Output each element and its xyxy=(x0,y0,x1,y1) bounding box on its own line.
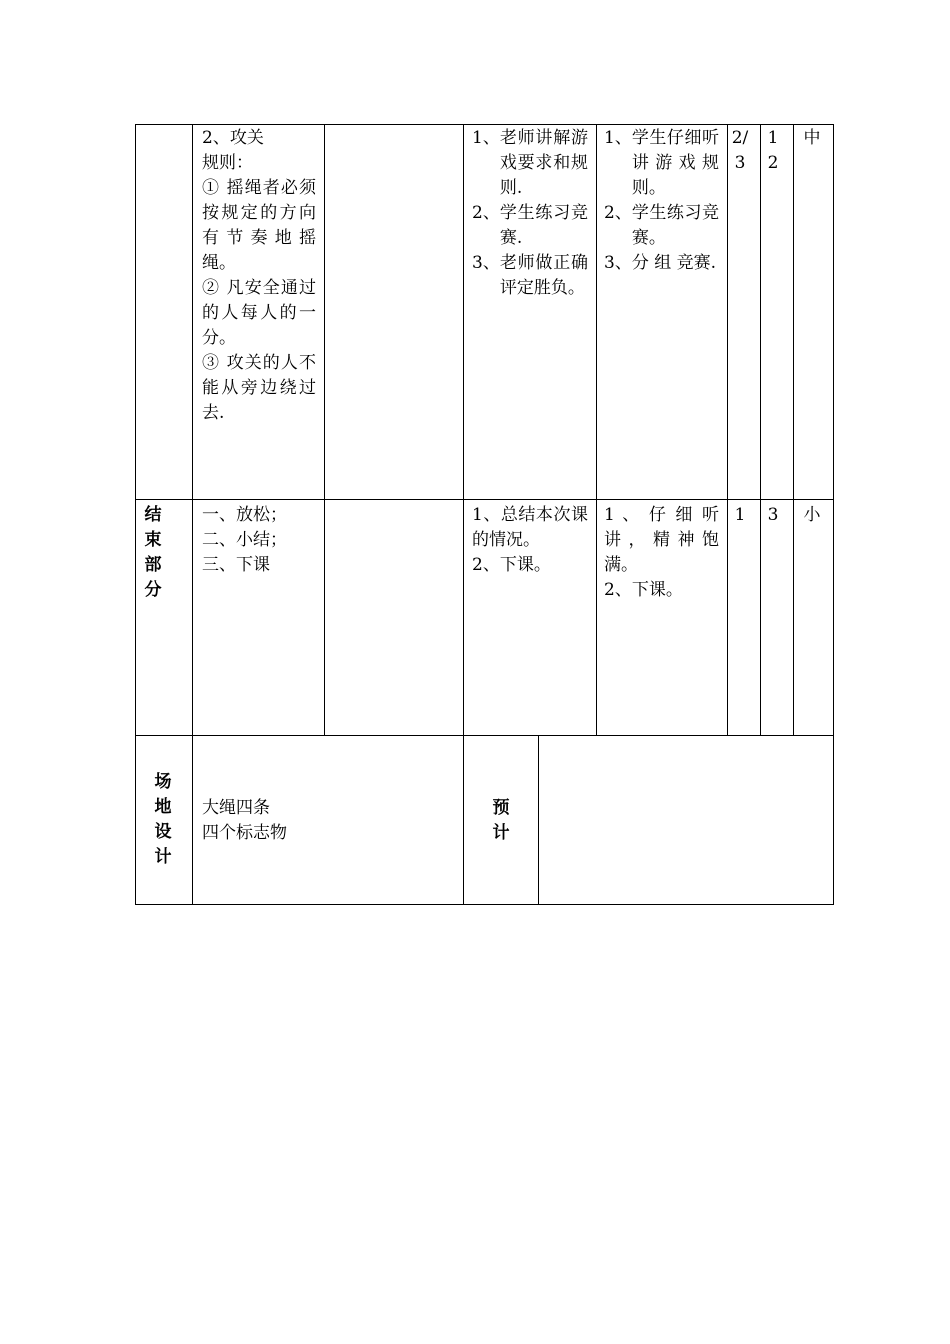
row2-content-cell xyxy=(202,503,318,578)
step-number: 3、 xyxy=(472,253,500,273)
table-border-left xyxy=(135,124,136,905)
rules-heading: 规则： xyxy=(202,153,253,173)
step-text: 学生练习竞赛. xyxy=(499,203,588,248)
step-text: 学生仔细听讲游戏规则。 xyxy=(631,128,719,198)
row1-content-cell xyxy=(202,126,316,426)
student-step xyxy=(604,251,719,276)
student-item: 2、下课。 xyxy=(604,580,683,600)
row1-teacher-cell xyxy=(472,126,588,301)
row2-minutes-cell: 3 xyxy=(767,505,779,525)
table-border-right xyxy=(833,124,834,905)
step-text: 老师做正确评定胜负。 xyxy=(499,253,588,298)
rule-item: ② 凡安全通过的人每人的一分。 xyxy=(202,278,316,348)
col-divider-1 xyxy=(192,124,193,905)
student-step xyxy=(604,126,719,201)
table-border-bottom xyxy=(135,904,834,905)
col-divider-4 xyxy=(596,124,597,736)
rule-item: ③ 攻关的人不能从旁边绕过去. xyxy=(202,353,316,423)
row2-intensity-cell: 小 xyxy=(803,505,821,525)
col-divider-7 xyxy=(793,124,794,736)
step-number: 1、 xyxy=(604,128,632,148)
row1-minutes-cell: 12 xyxy=(767,128,779,173)
step-text: 老师讲解游戏要求和规则. xyxy=(499,128,588,198)
table-border-top xyxy=(135,124,834,125)
row2-times-cell: 1 xyxy=(734,505,746,525)
venue-item: 大绳四条 xyxy=(202,798,270,818)
venue-item: 四个标志物 xyxy=(202,823,287,843)
row-divider-2 xyxy=(135,735,834,736)
teacher-item: 2、下课。 xyxy=(472,555,551,575)
content-item: 三、下课 xyxy=(202,555,270,575)
content-item: 二、小结； xyxy=(202,530,287,550)
step-number: 2、 xyxy=(604,203,632,223)
row1-times-cell: 2/3 xyxy=(731,128,749,173)
col-divider-6 xyxy=(760,124,761,736)
step-number: 3、 xyxy=(604,253,632,273)
col-divider-3 xyxy=(463,124,464,905)
venue-design-content xyxy=(202,796,452,846)
row2-section-label: 结束部分 xyxy=(144,505,162,600)
venue-design-label: 场地设计 xyxy=(154,772,172,867)
col-divider-5 xyxy=(727,124,728,736)
content-item: 一、放松； xyxy=(202,505,287,525)
estimate-label: 预计 xyxy=(492,798,510,843)
teacher-item: 1、总结本次课的情况。 xyxy=(472,505,588,550)
row2-student-cell xyxy=(604,503,719,603)
student-step xyxy=(604,201,719,251)
row2-teacher-cell xyxy=(472,503,588,578)
rule-item: ① 摇绳者必须按规定的方向有节奏地摇绳。 xyxy=(202,178,316,273)
teacher-step xyxy=(472,201,588,251)
row1-student-cell xyxy=(604,126,719,276)
student-item: 1 、 仔 细 听讲，精神饱满。 xyxy=(604,505,719,575)
teacher-step xyxy=(472,126,588,201)
step-text: 分 组 竞赛. xyxy=(631,253,717,273)
row-divider-1 xyxy=(135,499,834,500)
step-number: 2、 xyxy=(472,203,500,223)
step-text: 学生练习竞赛。 xyxy=(631,203,719,248)
row1-intensity-cell: 中 xyxy=(803,128,821,148)
step-number: 1、 xyxy=(472,128,500,148)
col-divider-estimate xyxy=(538,735,539,905)
content-title: 2、攻关 xyxy=(202,128,264,148)
col-divider-2 xyxy=(324,124,325,736)
teacher-step xyxy=(472,251,588,301)
